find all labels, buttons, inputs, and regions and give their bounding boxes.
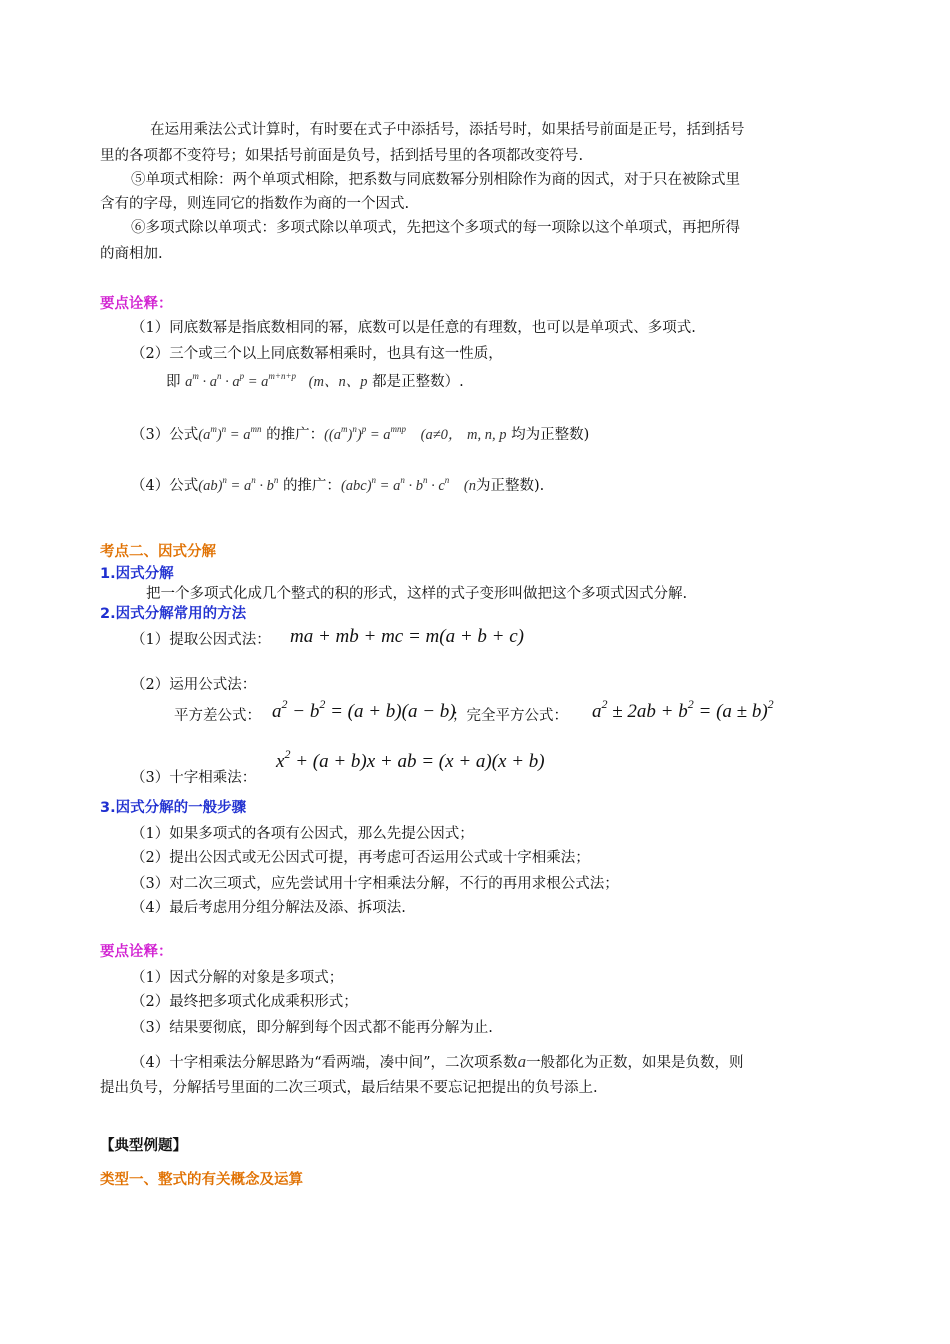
power-of-power-formula: $(a^m)^n = a^{mn}$ (198, 424, 262, 443)
cross-multiplication-formula: $x^2 + (a + b)x$ + ab = (x + a)(x + b) (276, 747, 545, 772)
step-2: （2）提出公因式或无公因式可提，再考虑可否运用公式或十字相乘法； (131, 850, 590, 866)
note2-item-2: （2）最终把多项式化成乘积形式； (131, 994, 358, 1010)
perfect-square-formula: $a^2 \pm 2ab + b^2 = (a \pm b)^2$ (592, 697, 774, 722)
note2-item-4-text-b: 一般都化为正数，如果是负数，则 (526, 1055, 744, 1071)
method-1-label: （1）提取公因式法： (131, 632, 271, 648)
note2-item-4-line-1 (131, 1052, 744, 1073)
note1-item-2: （2）三个或三个以上同底数幂相乘时，也具有这一性质， (131, 346, 503, 362)
rule-5-line-1: ⑤单项式相除：两个单项式相除，把系数与同底数幂分别相除作为商的因式，对于只在被除式里 (131, 172, 740, 188)
power-of-power-general-formula: $((a^m)^n)^p = a^{mnp}$ (324, 424, 406, 443)
note2-item-4-text-a: （4）十字相乘法分解思路为“看两端，凑中间”，二次项系数 (131, 1055, 518, 1071)
note1-item-2-formula-line: 即 $a^m \cdot a^n \cdot a^p = a^{m+n+p}$ (m、n、p 都是正整数）. (166, 371, 464, 390)
product-power-formula: $(ab)^n = a^n \cdot b^n$ (198, 475, 279, 494)
note1-item-2-suffix: 都是正整数）. (372, 374, 464, 390)
intro-line-1: 在运用乘法公式计算时，有时要在式子中添括号，添括号时，如果括号前面是正号，括到括号 (150, 122, 745, 138)
difference-of-squares-label: 平方差公式： (174, 708, 261, 724)
note2-item-3: （3）结果要彻底，即分解到每个因式都不能再分解为止. (131, 1020, 493, 1036)
note1-item-2-prefix: 即 (166, 374, 181, 390)
example-type-1-title: 类型一、整式的有关概念及运算 (100, 1172, 303, 1188)
step-1: （1）如果多项式的各项有公因式，那么先提公因式； (131, 826, 474, 842)
method-3-label: （3）十字相乘法： (131, 770, 257, 786)
difference-of-squares-formula: $a^2 - b^2 = (a + b)(a - b)$ (272, 697, 456, 722)
note1-item-1: （1）同底数幂是指底数相同的幂，底数可以是任意的有理数，也可以是单项式、多项式. (131, 320, 696, 336)
subsection-2-title: 2.因式分解常用的方法 (100, 606, 247, 622)
section-2-title: 考点二、因式分解 (100, 544, 216, 560)
note1-item-3: （3）公式$(a^m)^n = a^{mn}$ 的推广：$((a^m)^n)^p = a^{mnp}$ (a≠0， m, n, p 均为正整数) (131, 424, 590, 443)
notes-heading-1: 要点诠释： (100, 296, 173, 312)
note1-item-3-cond: a≠0， (425, 427, 463, 443)
note2-item-4-line-2: 提出负号，分解括号里面的二次三项式，最后结果不要忘记把提出的负号添上. (100, 1080, 598, 1096)
note1-item-3-vars: m, n, p (467, 427, 507, 443)
note1-item-3-suffix: 均为正整数) (511, 427, 590, 443)
product-power-general-formula: $(abc)^n = a^n \cdot b^n \cdot c^n$ (340, 475, 450, 494)
step-4: （4）最后考虑用分组分解法及添、拆项法. (131, 900, 406, 916)
note1-item-4-var: n (468, 478, 476, 494)
note1-item-4-prefix: （4）公式 (131, 478, 199, 494)
note1-item-2-vars: m、n、p (313, 374, 368, 390)
examples-heading: 【典型例题】 (100, 1138, 187, 1154)
note1-item-4-suffix: 为正整数). (475, 478, 545, 494)
subsection-1-title: 1.因式分解 (100, 566, 174, 582)
subsection-3-title: 3.因式分解的一般步骤 (100, 800, 247, 816)
power-product-formula: $a^m \cdot a^n \cdot a^p = a^{m+n+p}$ (185, 371, 297, 390)
note2-item-1: （1）因式分解的对象是多项式； (131, 970, 344, 986)
subsection-1-text: 把一个多项式化成几个整式的积的形式，这样的式子变形叫做把这个多项式因式分解. (146, 586, 688, 602)
note2-item-4-var: a (517, 1052, 527, 1071)
note1-item-3-prefix: （3）公式 (131, 427, 199, 443)
perfect-square-label: ；完全平方公式： (452, 708, 568, 724)
note1-item-3-mid: 的推广： (266, 427, 325, 443)
method-2-label: （2）运用公式法： (131, 677, 257, 693)
intro-line-2: 里的各项都不变符号；如果括号前面是负号，括到括号里的各项都改变符号. (100, 148, 584, 164)
note1-item-4: （4）公式$(ab)^n = a^n \cdot b^n$ 的推广：$(abc)^n = a^n \cdot b^n \cdot c^n$ (n为正整数). (131, 475, 545, 494)
common-factor-formula: ma + mb + mc = m(a + b + c) (290, 626, 525, 647)
rule-6-line-1: ⑥多项式除以单项式：多项式除以单项式，先把这个多项式的每一项除以这个单项式，再把所得 (131, 220, 740, 236)
notes-heading-2: 要点诠释： (100, 944, 173, 960)
rule-6-line-2: 的商相加. (100, 246, 163, 262)
note1-item-4-mid: 的推广： (282, 478, 341, 494)
rule-5-line-2: 含有的字母，则连同它的指数作为商的一个因式. (100, 196, 410, 212)
step-3: （3）对二次三项式，应先尝试用十字相乘法分解，不行的再用求根公式法； (131, 876, 619, 892)
